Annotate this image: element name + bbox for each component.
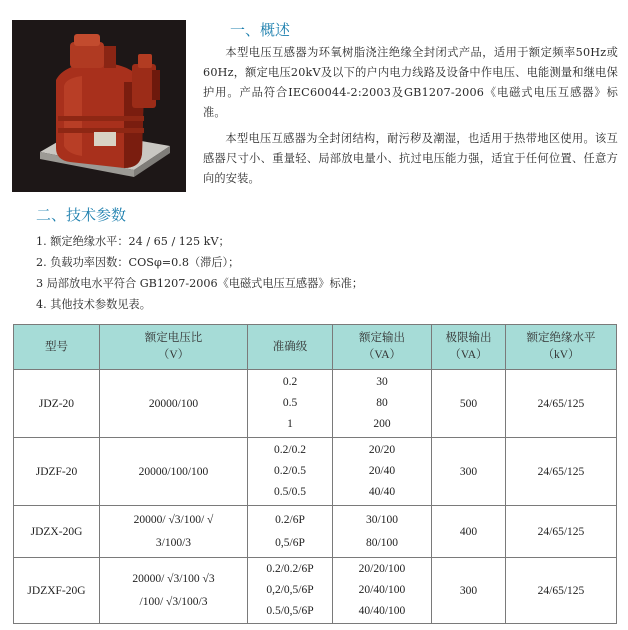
- tech-spec-list: [36, 231, 596, 315]
- section-heading-tech: 二、技术参数: [36, 206, 127, 224]
- cell-accuracy: 0.2/0.2/6P 0,2/0,5/6P 0.5/0,5/6P: [248, 558, 333, 624]
- section-heading-overview: 一、概述: [230, 21, 291, 39]
- cell-model: JDZX-20G: [14, 506, 100, 558]
- table-row: [14, 370, 617, 438]
- cell-accuracy: 0.2/0.2 0.2/0.5 0.5/0.5: [248, 438, 333, 506]
- cell-model: JDZXF-20G: [14, 558, 100, 624]
- overview-paragraph-1: 本型电压互感器为环氧树脂浇注绝缘全封闭式产品，适用于额定频率50Hz或60Hz，额定电压20kV及以下的户内电力线路及设备中作电压、电能测量和继电保护用。产品符合IEC60044-2:2003及GB1207-2006《电磁式电压互感器》标准。: [203, 46, 618, 119]
- tech-spec-item: 1. 额定绝缘水平：24 / 65 / 125 kV；: [36, 235, 230, 248]
- header-accuracy: 准确级: [248, 325, 333, 370]
- cell-insulation: 24/65/125: [506, 438, 617, 506]
- overview-paragraph-2: 本型电压互感器为全封闭结构，耐污秽及潮湿，也适用于热带地区使用。该互感器尺寸小、重量轻、局部放电量小、抗过电压能力强，适宜于任何位置、任意方向的安装。: [203, 132, 618, 185]
- cell-limit: 500: [432, 370, 506, 438]
- tech-spec-item: 4. 其他技术参数见表。: [36, 298, 151, 311]
- header-limit: 极限输出 （VA）: [432, 325, 506, 370]
- cell-insulation: 24/65/125: [506, 370, 617, 438]
- table-row: [14, 506, 617, 558]
- header-ratio: 额定电压比 （V）: [100, 325, 248, 370]
- header-output: 额定输出 （VA）: [333, 325, 432, 370]
- cell-model: JDZ-20: [14, 370, 100, 438]
- cell-ratio: 20000/ √3/100/ √ 3/100/3: [100, 506, 248, 558]
- table-row: [14, 558, 617, 624]
- cell-ratio: 20000/100: [100, 370, 248, 438]
- table-row: [14, 438, 617, 506]
- cell-accuracy: 0.2 0.5 1: [248, 370, 333, 438]
- cell-accuracy: 0.2/6P 0,5/6P: [248, 506, 333, 558]
- product-photo: [12, 20, 186, 192]
- cell-model: JDZF-20: [14, 438, 100, 506]
- header-model: 型号: [14, 325, 100, 370]
- cell-insulation: 24/65/125: [506, 506, 617, 558]
- cell-output: 20/20/100 20/40/100 40/40/100: [333, 558, 432, 624]
- cell-limit: 400: [432, 506, 506, 558]
- cell-insulation: 24/65/125: [506, 558, 617, 624]
- tech-spec-item: 2. 负载功率因数：COSφ=0.8（滞后）；: [36, 256, 240, 269]
- cell-output: 30 80 200: [333, 370, 432, 438]
- cell-output: 30/100 80/100: [333, 506, 432, 558]
- spec-table: [13, 324, 617, 624]
- cell-ratio: 20000/100/100: [100, 438, 248, 506]
- cell-ratio: 20000/ √3/100 √3 /100/ √3/100/3: [100, 558, 248, 624]
- tech-spec-item: 3 局部放电水平符合 GB1207-2006《电磁式电压互感器》标准；: [36, 277, 364, 290]
- cell-limit: 300: [432, 558, 506, 624]
- cell-output: 20/20 20/40 40/40: [333, 438, 432, 506]
- table-header-row: [14, 325, 617, 370]
- header-insulation: 额定绝缘水平 （kV）: [506, 325, 617, 370]
- cell-limit: 300: [432, 438, 506, 506]
